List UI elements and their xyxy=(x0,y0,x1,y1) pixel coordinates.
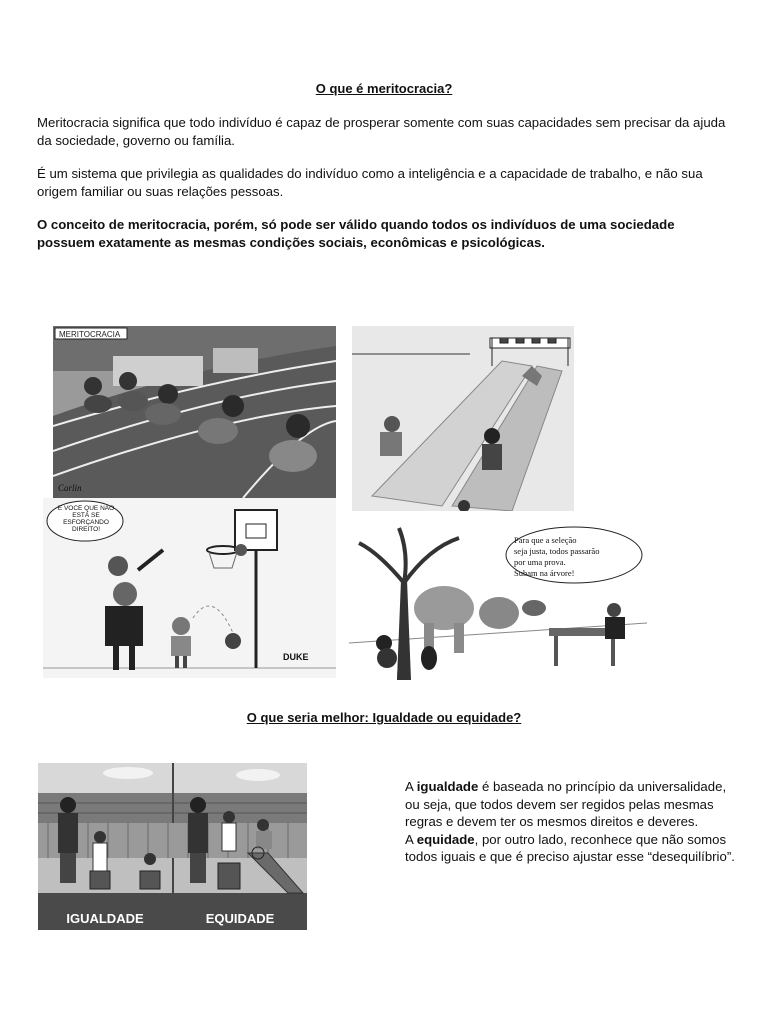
cartoon-climb-tree xyxy=(349,523,647,680)
paragraph-concept: O conceito de meritocracia, porém, só pode ser válido quando todos os indivíduos de uma sociedade possuem exatamente as mesmas condições sociais, econômicas e psicológicas. xyxy=(37,217,675,250)
cartoon-basketball xyxy=(43,498,336,678)
tree-bubble-line-3: por uma prova. xyxy=(514,557,566,567)
paragraph-definition: Meritocracia significa que todo indivíduo é capaz de prosperar somente com suas capacidades sem precisar da ajuda da sociedade, governo ou família. xyxy=(37,115,726,148)
equality-paragraph xyxy=(405,778,735,831)
label-igualdade: IGUALDADE xyxy=(66,911,144,926)
paragraph-system: É um sistema que privilegia as qualidades do indivíduo como a inteligência e a capacidade de trabalho, e não sua origem familiar ou suas relações pessoas. xyxy=(37,166,703,199)
equality-equity-image xyxy=(38,763,307,930)
text-fragment: A xyxy=(405,779,417,794)
page-title: O que é meritocracia? xyxy=(315,81,453,96)
text-fragment: A xyxy=(405,831,417,847)
label-equidade: EQUIDADE xyxy=(205,911,275,926)
race-signature: Carlin xyxy=(58,483,82,493)
race-sign-text: MERITOCRACIA xyxy=(59,330,121,339)
cartoon-race-track xyxy=(53,326,336,498)
tree-bubble-line-4: Subam na árvore! xyxy=(514,568,575,578)
equality-equity-explanation xyxy=(405,778,735,866)
term-equidade: equidade xyxy=(416,831,475,847)
basketball-signature: DUKE xyxy=(283,652,309,662)
text-fragment: , por outro lado, reconhece que não somos todos iguais e que é preciso ajustar esse “desequilíbrio”. xyxy=(405,831,735,865)
tree-bubble-line-1: Para que a seleção xyxy=(514,535,577,545)
tree-bubble-line-2: seja justa, todos passarão xyxy=(514,546,600,556)
cartoon-unequal-race xyxy=(352,326,574,511)
basketball-speech-bubble: É VOCÊ QUE NÃO ESTÁ SE ESFORÇANDO DIREITO! xyxy=(57,505,115,533)
equity-paragraph xyxy=(405,831,735,866)
term-igualdade: igualdade xyxy=(416,779,479,794)
text-fragment: é baseada no princípio da universalidade, ou seja, que todos devem ser regidos pelas mesmas regras e devem ter os mesmos direitos e deveres. xyxy=(405,779,727,830)
section-subtitle: O que seria melhor: Igualdade ou equidade? xyxy=(246,710,522,725)
